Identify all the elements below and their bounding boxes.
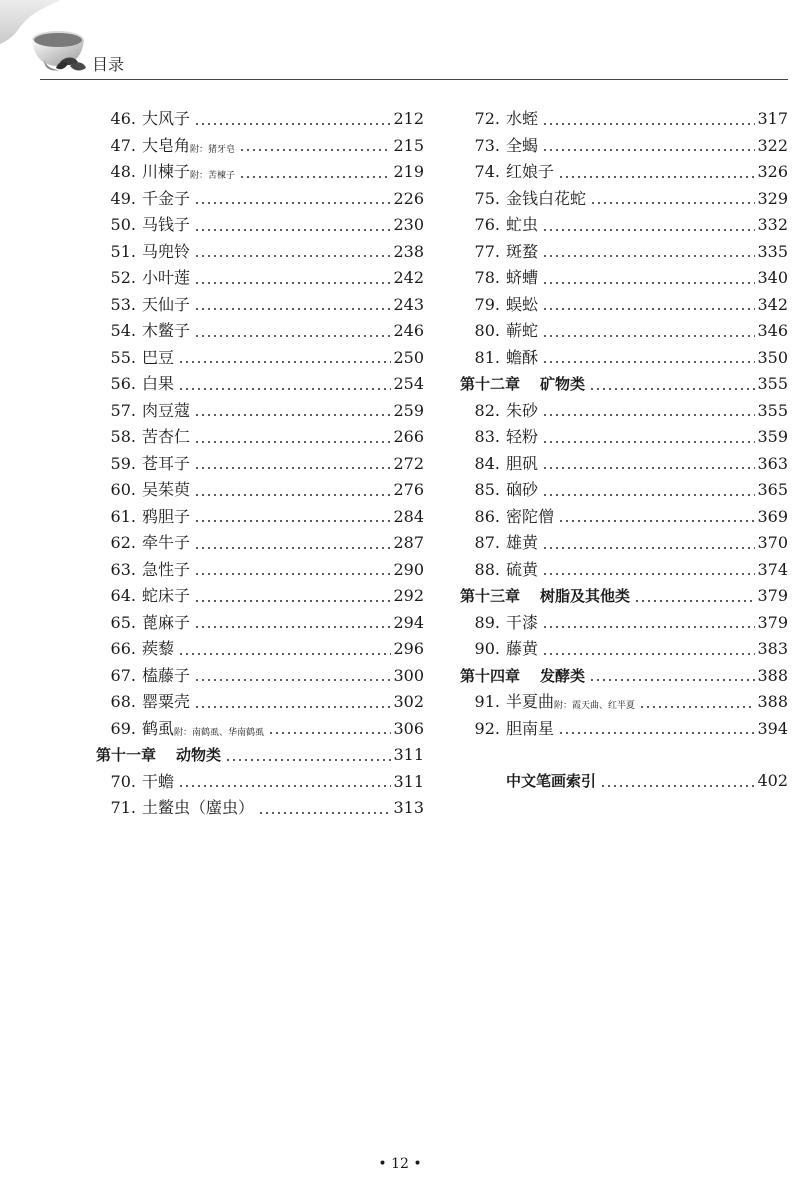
- entry-page-number: 243: [393, 294, 424, 314]
- entry-number: 73.: [474, 135, 500, 155]
- entry-page-number: 332: [757, 215, 788, 234]
- chapter-title: [460, 371, 585, 398]
- entry-number: 78.: [474, 268, 500, 287]
- chapter-name: 矿物类: [540, 375, 586, 393]
- entry-title: 小叶莲: [142, 268, 191, 287]
- entry-number: 57.: [110, 400, 136, 420]
- dot-leader: [542, 547, 755, 549]
- entry-number: 71.: [110, 798, 136, 817]
- entry-page-number: 340: [757, 268, 788, 287]
- entry-number: 63.: [110, 559, 136, 579]
- dot-leader: [558, 176, 755, 178]
- header-divider: [40, 79, 788, 80]
- toc-entry[interactable]: [96, 212, 424, 239]
- dot-leader: [542, 414, 755, 416]
- entry-title: 鹤虱: [142, 718, 175, 738]
- entry-page-number: 355: [757, 374, 788, 393]
- entry-title: 干漆: [506, 612, 539, 632]
- entry-number: 48.: [110, 162, 136, 181]
- toc-entry[interactable]: [460, 424, 788, 451]
- toc-index-entry[interactable]: [460, 768, 788, 795]
- entry-title: 密陀僧: [506, 506, 555, 526]
- entry-number: 50.: [110, 215, 136, 234]
- entry-title: 木鳖子: [142, 321, 191, 340]
- entry-number: 56.: [110, 374, 136, 393]
- toc-entry[interactable]: [96, 610, 424, 637]
- entry-title: 红娘子: [506, 162, 555, 181]
- entry-page-number: 242: [393, 268, 424, 287]
- dot-leader: [542, 653, 755, 655]
- dot-leader: [178, 361, 391, 363]
- entry-page-number: 342: [757, 294, 788, 314]
- entry-page-number: 311: [393, 745, 424, 764]
- page-number: • 12 •: [378, 1156, 422, 1172]
- toc-entry[interactable]: [96, 583, 424, 610]
- entry-title: 蕲蛇: [506, 321, 539, 340]
- entry-title: 大皂角: [142, 135, 191, 155]
- toc-entry[interactable]: [460, 292, 788, 319]
- dot-leader: [194, 573, 391, 575]
- chapter-title: [460, 583, 630, 610]
- entry-page-number: 212: [393, 109, 424, 128]
- dot-leader: [542, 282, 755, 284]
- entry-page-number: 370: [757, 533, 788, 552]
- toc-entry[interactable]: [96, 318, 424, 345]
- toc-entry[interactable]: [460, 504, 788, 531]
- entry-page-number: 302: [393, 692, 424, 711]
- entry-number: 58.: [110, 427, 136, 446]
- entry-title: 干蟾: [142, 771, 175, 791]
- entry-title: 榼藤子: [142, 665, 191, 685]
- entry-note: 附：霞天曲、红半夏: [554, 701, 636, 711]
- entry-number: 91.: [474, 692, 500, 711]
- entry-note: 附：猪牙皂: [190, 144, 236, 155]
- dot-leader: [542, 494, 755, 496]
- entry-number: 52.: [110, 268, 136, 287]
- toc-entry[interactable]: [96, 239, 424, 266]
- toc-entry[interactable]: [96, 769, 424, 796]
- toc-entry[interactable]: [460, 530, 788, 557]
- entry-number: 86.: [474, 506, 500, 526]
- entry-title: 肉豆蔻: [142, 400, 191, 420]
- entry-page-number: 230: [393, 215, 424, 234]
- toc-entry[interactable]: [460, 212, 788, 239]
- toc-chapter-heading[interactable]: [460, 371, 788, 398]
- entry-page-number: 402: [757, 771, 788, 790]
- toc-entry[interactable]: [96, 530, 424, 557]
- toc-entry[interactable]: [96, 504, 424, 531]
- entry-page-number: 226: [393, 188, 424, 208]
- dot-leader: [542, 626, 755, 628]
- entry-number: 88.: [474, 559, 500, 579]
- toc-entry[interactable]: [96, 424, 424, 451]
- toc-entry[interactable]: [460, 689, 788, 716]
- toc-entry[interactable]: [96, 133, 424, 160]
- dot-leader: [258, 812, 391, 814]
- chapter-number: 第十二章: [460, 375, 521, 393]
- dot-leader: [194, 626, 391, 628]
- entry-number: 77.: [474, 241, 500, 261]
- dot-leader: [194, 441, 391, 443]
- entry-page-number: 329: [757, 188, 788, 208]
- entry-title: 藤黄: [506, 639, 539, 658]
- toc-entry[interactable]: [96, 186, 424, 213]
- dot-leader: [194, 467, 391, 469]
- entry-number: 46.: [110, 109, 136, 128]
- entry-page-number: 383: [757, 639, 788, 658]
- entry-page-number: 215: [393, 135, 424, 155]
- dot-leader: [194, 255, 391, 257]
- dot-leader: [194, 414, 391, 416]
- entry-page-number: 296: [393, 639, 424, 658]
- dot-leader: [194, 547, 391, 549]
- dot-leader: [194, 520, 391, 522]
- dot-leader: [194, 706, 391, 708]
- dot-leader: [634, 600, 755, 602]
- toc-entry[interactable]: [460, 636, 788, 663]
- dot-leader: [194, 494, 391, 496]
- dot-leader: [194, 282, 391, 284]
- toc-entry[interactable]: [96, 265, 424, 292]
- toc-entry[interactable]: [460, 133, 788, 160]
- entry-title: 白果: [142, 374, 175, 393]
- entry-page-number: 313: [393, 798, 424, 817]
- dot-leader: [589, 679, 755, 681]
- entry-number: 64.: [110, 586, 136, 605]
- entry-title: 土鳖虫（䗪虫）: [142, 798, 255, 817]
- dot-leader: [194, 335, 391, 337]
- entry-title: 轻粉: [506, 427, 539, 446]
- dot-leader: [542, 361, 755, 363]
- toc-entry[interactable]: [460, 265, 788, 292]
- entry-page-number: 306: [393, 718, 424, 738]
- entry-number: 55.: [110, 347, 136, 367]
- entry-number: 47.: [110, 135, 136, 155]
- entry-number: 59.: [110, 453, 136, 473]
- entry-page-number: 219: [393, 162, 424, 181]
- dot-leader: [542, 149, 755, 151]
- entry-number: 81.: [474, 347, 500, 367]
- entry-number: 68.: [110, 692, 136, 711]
- entry-title: 虻虫: [506, 215, 539, 234]
- entry-page-number: 276: [393, 480, 424, 499]
- entry-page-number: 317: [757, 109, 788, 128]
- entry-page-number: 374: [757, 559, 788, 579]
- dot-leader: [590, 202, 755, 204]
- entry-page-number: 250: [393, 347, 424, 367]
- chapter-title: [460, 663, 585, 690]
- entry-number: 76.: [474, 215, 500, 234]
- entry-page-number: 346: [757, 321, 788, 340]
- entry-title: 中文笔画索引: [506, 772, 597, 790]
- entry-page-number: 292: [393, 586, 424, 605]
- entry-title: 朱砂: [506, 400, 539, 420]
- chapter-name: 树脂及其他类: [540, 587, 631, 605]
- entry-number: 84.: [474, 453, 500, 473]
- toc-entry[interactable]: [96, 398, 424, 425]
- entry-number: 69.: [110, 718, 136, 738]
- entry-page-number: 369: [757, 506, 788, 526]
- toc-entry[interactable]: [96, 477, 424, 504]
- entry-number: 49.: [110, 188, 136, 208]
- chapter-number: 第十三章: [460, 587, 521, 605]
- dot-leader: [239, 149, 391, 151]
- dot-leader: [542, 467, 755, 469]
- entry-title: 蒺藜: [142, 639, 175, 658]
- dot-leader: [194, 123, 391, 125]
- toc-entry[interactable]: [460, 557, 788, 584]
- toc-entry[interactable]: [96, 371, 424, 398]
- toc-entry[interactable]: [96, 292, 424, 319]
- entry-number: 53.: [110, 294, 136, 314]
- entry-title: 川楝子: [142, 162, 191, 181]
- entry-number: 60.: [110, 480, 136, 499]
- entry-title: 蛴螬: [506, 268, 539, 287]
- dot-leader: [558, 520, 755, 522]
- toc-entry[interactable]: [460, 345, 788, 372]
- chapter-name: 发酵类: [540, 666, 586, 685]
- toc-left-column: [96, 106, 424, 822]
- dot-leader: [542, 229, 755, 231]
- entry-title: 半夏曲: [506, 692, 555, 711]
- dot-leader: [639, 706, 755, 708]
- entry-page-number: 326: [757, 162, 788, 181]
- entry-number: 54.: [110, 321, 136, 340]
- entry-page-number: 355: [757, 400, 788, 420]
- entry-number: 74.: [474, 162, 500, 181]
- toc-entry[interactable]: [96, 795, 424, 822]
- entry-title: 胆矾: [506, 453, 539, 473]
- toc-chapter-heading[interactable]: [460, 583, 788, 610]
- chapter-number: 第十四章: [460, 666, 521, 685]
- entry-number: 70.: [110, 771, 136, 791]
- entry-title: 水蛭: [506, 109, 539, 128]
- dot-leader: [600, 785, 755, 787]
- entry-title: 硫黄: [506, 559, 539, 579]
- entry-title: 苦杏仁: [142, 427, 191, 446]
- toc-entry[interactable]: [460, 239, 788, 266]
- entry-title: 急性子: [142, 559, 191, 579]
- entry-title: 马兜铃: [142, 241, 191, 261]
- entry-title: 全蝎: [506, 135, 539, 155]
- entry-title: 硇砂: [506, 480, 539, 499]
- entry-number: 66.: [110, 639, 136, 658]
- entry-title: 巴豆: [142, 347, 175, 367]
- toc-entry[interactable]: [460, 159, 788, 186]
- entry-title: 金钱白花蛇: [506, 188, 587, 208]
- dot-leader: [542, 441, 755, 443]
- entry-number: 89.: [474, 612, 500, 632]
- toc-entry[interactable]: [96, 159, 424, 186]
- entry-title: 罂粟壳: [142, 692, 191, 711]
- entry-number: 92.: [474, 718, 500, 738]
- entry-number: 65.: [110, 612, 136, 632]
- toc-entry[interactable]: [96, 636, 424, 663]
- entry-number: 82.: [474, 400, 500, 420]
- dot-leader: [194, 679, 391, 681]
- entry-page-number: 266: [393, 427, 424, 446]
- dot-leader: [178, 653, 391, 655]
- chapter-number: 第十一章: [96, 746, 157, 764]
- toc-entry[interactable]: [96, 345, 424, 372]
- entry-number: 87.: [474, 533, 500, 552]
- dot-leader: [194, 600, 391, 602]
- dot-leader: [589, 388, 755, 390]
- entry-page-number: 238: [393, 241, 424, 261]
- entry-title: 斑蝥: [506, 241, 539, 261]
- entry-title: 鸦胆子: [142, 506, 191, 526]
- entry-page-number: 350: [757, 347, 788, 367]
- toc-entry[interactable]: [96, 716, 424, 743]
- entry-page-number: 300: [393, 665, 424, 685]
- entry-title: 蟾酥: [506, 347, 539, 367]
- entry-page-number: 272: [393, 453, 424, 473]
- dot-leader: [542, 308, 755, 310]
- entry-title: 蛇床子: [142, 586, 191, 605]
- entry-page-number: 322: [757, 135, 788, 155]
- dot-leader: [225, 759, 391, 761]
- entry-number: 51.: [110, 241, 136, 261]
- dot-leader: [542, 123, 755, 125]
- entry-page-number: 259: [393, 400, 424, 420]
- entry-page-number: 379: [757, 612, 788, 632]
- entry-page-number: 335: [757, 241, 788, 261]
- entry-page-number: 294: [393, 612, 424, 632]
- chapter-name: 动物类: [176, 746, 222, 764]
- dot-leader: [542, 335, 755, 337]
- entry-page-number: 379: [757, 586, 788, 605]
- toc-right-column: [460, 106, 788, 795]
- entry-number: 67.: [110, 665, 136, 685]
- entry-title: 蜈蚣: [506, 294, 539, 314]
- entry-note: 附：南鹤虱、华南鹤虱: [174, 727, 265, 738]
- toc-entry[interactable]: [96, 663, 424, 690]
- entry-page-number: 284: [393, 506, 424, 526]
- dot-leader: [542, 573, 755, 575]
- toc-entry[interactable]: [460, 106, 788, 133]
- entry-title: 大风子: [142, 109, 191, 128]
- toc-entry[interactable]: [460, 477, 788, 504]
- entry-title: 天仙子: [142, 294, 191, 314]
- toc-chapter-heading[interactable]: [460, 663, 788, 690]
- dot-leader: [239, 176, 391, 178]
- entry-page-number: 388: [757, 665, 788, 685]
- dot-leader: [178, 388, 391, 390]
- toc-entry[interactable]: [460, 398, 788, 425]
- page-header-title: 目录: [92, 55, 125, 74]
- dot-leader: [194, 202, 391, 204]
- entry-number: 75.: [474, 188, 500, 208]
- entry-note: 附：苦楝子: [190, 171, 236, 181]
- toc-entry[interactable]: [96, 451, 424, 478]
- entry-page-number: 359: [757, 427, 788, 446]
- toc-entry[interactable]: [460, 610, 788, 637]
- toc-entry[interactable]: [96, 106, 424, 133]
- dot-leader: [558, 732, 755, 734]
- entry-title: 雄黄: [506, 533, 539, 552]
- entry-title: 吴茱萸: [142, 480, 191, 499]
- entry-page-number: 394: [757, 718, 788, 738]
- entry-number: 62.: [110, 533, 136, 552]
- entry-number: 90.: [474, 639, 500, 658]
- entry-title: 蓖麻子: [142, 612, 191, 632]
- entry-number: 61.: [110, 506, 136, 526]
- toc-entry[interactable]: [460, 451, 788, 478]
- entry-number: 80.: [474, 321, 500, 340]
- dot-leader: [194, 308, 391, 310]
- entry-title: 千金子: [142, 188, 191, 208]
- entry-number: 83.: [474, 427, 500, 446]
- entry-page-number: 287: [393, 533, 424, 552]
- entry-title: 马钱子: [142, 215, 191, 234]
- entry-page-number: 254: [393, 374, 424, 393]
- toc-entry[interactable]: [460, 186, 788, 213]
- toc-entry[interactable]: [96, 557, 424, 584]
- dot-leader: [178, 785, 391, 787]
- dot-leader: [194, 229, 391, 231]
- dot-leader: [268, 732, 391, 734]
- entry-number: 79.: [474, 294, 500, 314]
- entry-page-number: 365: [757, 480, 788, 499]
- dot-leader: [542, 255, 755, 257]
- entry-page-number: 311: [393, 771, 424, 791]
- toc-entry[interactable]: [96, 689, 424, 716]
- entry-page-number: 246: [393, 321, 424, 340]
- entry-title: 胆南星: [506, 718, 555, 738]
- entry-page-number: 363: [757, 453, 788, 473]
- entry-title: 牵牛子: [142, 533, 191, 552]
- entry-page-number: 388: [757, 692, 788, 711]
- entry-page-number: 290: [393, 559, 424, 579]
- toc-entry[interactable]: [460, 318, 788, 345]
- entry-number: 85.: [474, 480, 500, 499]
- entry-number: 72.: [474, 109, 500, 128]
- entry-title: 苍耳子: [142, 453, 191, 473]
